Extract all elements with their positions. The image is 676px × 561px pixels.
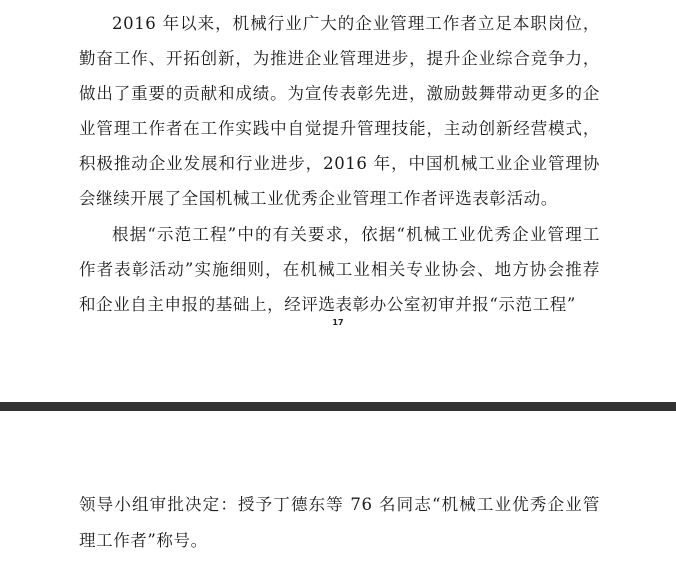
page-break-separator	[0, 402, 676, 411]
body-paragraph-2: 根据“示范工程”中的有关要求，依据“机械工业优秀企业管理工作者表彰活动”实施细则，在机械工业相关专业协会、地方协会推荐和企业自主申报的基础上，经评选表彰办公室初审并报“示范工程”	[79, 225, 600, 314]
page-number: 17	[332, 318, 344, 327]
body-paragraph-3: 领导小组审批决定：授予丁德东等 76 名同志“机械工业优秀企业管理工作者”称号。	[79, 495, 600, 550]
body-paragraph-1: 2016 年以来，机械行业广大的企业管理工作者立足本职岗位，勤奋工作、开拓创新，为推进企业管理进步，提升企业综合竞争力，做出了重要的贡献和成绩。为宣传表彰先进，激励鼓舞带动更多的企业管理工作者在工作实践中自觉提升管理技能，主动创新经营模式，积极推动企业发展和行业进步，2016 年，中国机械工业企业管理协会继续开展了全国机械工业优秀企业管理工作者评选表彰活动。	[79, 14, 600, 208]
